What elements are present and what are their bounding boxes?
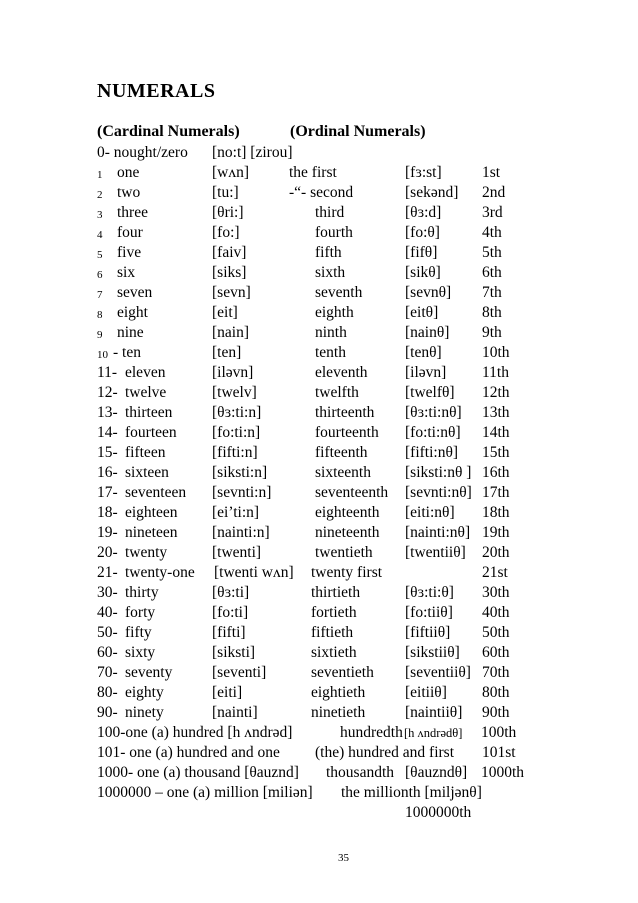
cardinal-word: sixteen xyxy=(125,464,169,481)
ordinal-header: (Ordinal Numerals) xyxy=(290,123,426,140)
ordinal-pronunciation: [eiti:nθ] xyxy=(405,504,455,521)
cardinal-word: seventy xyxy=(125,664,173,681)
ordinal-abbreviation: 40th xyxy=(482,604,510,621)
ordinal-word: fortieth xyxy=(311,604,357,621)
ordinal-abbreviation: 19th xyxy=(482,524,510,541)
ordinal-abbreviation: 4th xyxy=(482,224,502,241)
ordinal-pronunciation: [sevnti:nθ] xyxy=(405,484,472,501)
numeral-row xyxy=(0,343,638,363)
numeral-row xyxy=(0,383,638,403)
ordinal-pronunciation: [fo:θ] xyxy=(405,224,440,241)
numeral-row xyxy=(0,703,638,723)
cardinal-pronunciation: [siksti:n] xyxy=(212,464,268,481)
ordinal-pronunciation: [sikθ] xyxy=(405,264,441,281)
ordinal-abbreviation: 5th xyxy=(482,244,502,261)
ordinal-abbreviation: 16th xyxy=(482,464,510,481)
cardinal-number: 1000- one (a) thousand [θauznd] xyxy=(97,764,299,781)
ordinal-word: sixteenth xyxy=(315,464,371,481)
cardinal-pronunciation: [nainti] xyxy=(212,704,258,721)
cardinal-pronunciation: [twenti] xyxy=(212,544,262,561)
row-number: 7 xyxy=(97,289,103,301)
cardinal-word: seventeen xyxy=(125,484,187,501)
cardinal-pronunciation: [nain] xyxy=(212,324,250,341)
ordinal-word: the first xyxy=(289,164,337,181)
cardinal-word: sixty xyxy=(125,644,156,661)
cardinal-word: three xyxy=(117,204,148,221)
cardinal-pronunciation: [fo:] xyxy=(212,224,240,241)
numeral-row xyxy=(0,543,638,563)
row-number: 19- xyxy=(97,524,118,541)
ordinal-abbreviation: 100th xyxy=(481,724,517,741)
ordinal-pronunciation: [siksti:nθ ] xyxy=(405,464,472,481)
ordinal-abbreviation: 6th xyxy=(482,264,502,281)
row-number: 18- xyxy=(97,504,118,521)
cardinal-pronunciation: [fifti] xyxy=(212,624,246,641)
ordinal-pronunciation: [naintiiθ] xyxy=(405,704,463,721)
numeral-row xyxy=(0,603,638,623)
numeral-row xyxy=(0,523,638,543)
cardinal-pronunciation: [no:t] [zirou] xyxy=(212,144,293,161)
cardinal-word: nine xyxy=(117,324,144,341)
ordinal-word: fourth xyxy=(315,224,353,241)
ordinal-abbreviation: 12th xyxy=(482,384,510,401)
numeral-row xyxy=(0,403,638,423)
cardinal-pronunciation: [sevn] xyxy=(212,284,251,301)
numeral-row xyxy=(0,503,638,523)
ordinal-abbreviation: 60th xyxy=(482,644,510,661)
ordinal-word: sixtieth xyxy=(311,644,357,661)
numeral-row xyxy=(0,663,638,683)
ordinal-word: thousandth xyxy=(326,764,395,781)
cardinal-word: nineteen xyxy=(125,524,178,541)
cardinal-word: fourteen xyxy=(125,424,177,441)
row-number: 30- xyxy=(97,584,118,601)
numeral-row xyxy=(0,303,638,323)
cardinal-pronunciation: [faiv] xyxy=(212,244,247,261)
cardinal-number: 101- one (a) hundred and one xyxy=(97,744,280,761)
row-number: 11- xyxy=(97,364,118,381)
ordinal-word: the millionth [miljənθ] xyxy=(341,784,482,801)
numeral-row xyxy=(0,183,638,203)
ordinal-word: seventieth xyxy=(311,664,374,681)
ordinal-abbreviation: 15th xyxy=(482,444,510,461)
row-number: 14- xyxy=(97,424,118,441)
numeral-row xyxy=(0,203,638,223)
ordinal-abbreviation: 11th xyxy=(482,364,509,381)
ordinal-pronunciation: [h ʌndrədθ] xyxy=(404,726,463,740)
cardinal-pronunciation: [ten] xyxy=(212,344,242,361)
cardinal-word: twelve xyxy=(125,384,167,401)
ordinal-word: twentieth xyxy=(315,544,373,561)
ordinal-pronunciation: [fifθ] xyxy=(405,244,438,261)
numeral-row xyxy=(0,483,638,503)
cardinal-word: eighty xyxy=(125,684,164,701)
numeral-row xyxy=(0,683,638,703)
ordinal-abbreviation: 8th xyxy=(482,304,502,321)
row-number: 3 xyxy=(97,209,103,221)
ordinal-abbreviation: 1000th xyxy=(481,764,525,781)
numeral-row xyxy=(0,423,638,443)
ordinal-pronunciation: [fo:tiiθ] xyxy=(405,604,453,621)
numeral-row xyxy=(0,283,638,303)
cardinal-pronunciation: [siks] xyxy=(212,264,247,281)
cardinal-pronunciation: [eiti] xyxy=(212,684,243,701)
row-number: 50- xyxy=(97,624,118,641)
cardinal-pronunciation: [sevnti:n] xyxy=(212,484,272,501)
ordinal-abbreviation: 7th xyxy=(482,284,502,301)
cardinal-word: thirty xyxy=(125,584,159,601)
numeral-row xyxy=(0,243,638,263)
row-hundred xyxy=(0,723,638,743)
row-number: 40- xyxy=(97,604,118,621)
cardinal-word: one xyxy=(117,164,140,181)
ordinal-word: eleventh xyxy=(315,364,368,381)
ordinal-abbreviation: 14th xyxy=(482,424,510,441)
ordinal-abbreviation: 101st xyxy=(482,744,516,761)
cardinal-word: five xyxy=(117,244,142,261)
ordinal-word: fiftieth xyxy=(311,624,354,641)
cardinal-pronunciation: [seventi] xyxy=(212,664,267,681)
row-number: 10 xyxy=(97,349,108,361)
ordinal-abbreviation: 70th xyxy=(482,664,510,681)
numeral-row xyxy=(0,583,638,603)
ordinal-word: thirteenth xyxy=(315,404,375,421)
cardinal-pronunciation: [iləvn] xyxy=(212,364,254,381)
ordinal-abbreviation: 2nd xyxy=(482,184,506,201)
ordinal-word: -“- second xyxy=(289,184,354,201)
row-number: 1 xyxy=(97,169,103,181)
ordinal-abbreviation: 9th xyxy=(482,324,502,341)
ordinal-word: (the) hundred and first xyxy=(315,744,455,761)
ordinal-pronunciation: [fɜ:st] xyxy=(405,164,442,181)
ordinal-pronunciation: [sekənd] xyxy=(405,184,459,201)
cardinal-word: ninety xyxy=(125,704,164,721)
row-number: 21- xyxy=(97,564,118,581)
ordinal-abbreviation: 30th xyxy=(482,584,510,601)
ordinal-abbreviation: 13th xyxy=(482,404,510,421)
ordinal-abbreviation: 50th xyxy=(482,624,510,641)
ordinal-pronunciation: [twentiiθ] xyxy=(405,544,466,561)
cardinal-word: thirteen xyxy=(125,404,173,421)
ordinal-word: twenty first xyxy=(311,564,383,581)
cardinal-word: fifty xyxy=(125,624,152,641)
row-number: 20- xyxy=(97,544,118,561)
ordinal-word: twelfth xyxy=(315,384,359,401)
ordinal-pronunciation: [nainθ] xyxy=(405,324,450,341)
cardinal-pronunciation: [θri:] xyxy=(212,204,244,221)
cardinal-number: 100-one (a) hundred [h ʌndrəd] xyxy=(97,724,293,741)
row-number: 60- xyxy=(97,644,118,661)
row-number: 80- xyxy=(97,684,118,701)
cardinal-pronunciation: [tu:] xyxy=(212,184,239,201)
cardinal-pronunciation: [nainti:n] xyxy=(212,524,270,541)
ordinal-pronunciation: [tenθ] xyxy=(405,344,442,361)
row-number: 6 xyxy=(97,269,103,281)
ordinal-pronunciation: [fo:ti:nθ] xyxy=(405,424,461,441)
ordinal-word: fourteenth xyxy=(315,424,379,441)
ordinal-abbreviation: 17th xyxy=(482,484,510,501)
row-number: 15- xyxy=(97,444,118,461)
row-number: 8 xyxy=(97,309,103,321)
cardinal-pronunciation: [siksti] xyxy=(212,644,256,661)
row-number: 4 xyxy=(97,229,103,241)
cardinal-pronunciation: [θɜ:ti] xyxy=(212,584,250,601)
cardinal-pronunciation: [fo:ti:n] xyxy=(212,424,261,441)
row-number: 9 xyxy=(97,329,103,341)
row-number: 16- xyxy=(97,464,118,481)
cardinal-pronunciation: [ei’ti:n] xyxy=(212,504,260,521)
ordinal-pronunciation: [nainti:nθ] xyxy=(405,524,471,541)
cardinal-number: 0- nought/zero xyxy=(97,144,188,161)
ordinal-word: nineteenth xyxy=(315,524,380,541)
ordinal-abbreviation: 18th xyxy=(482,504,510,521)
page-title: NUMERALS xyxy=(97,80,216,102)
row-number: 17- xyxy=(97,484,118,501)
cardinal-pronunciation: [twelv] xyxy=(212,384,257,401)
cardinal-pronunciation: [wʌn] xyxy=(212,164,250,181)
ordinal-word: seventh xyxy=(315,284,363,301)
ordinal-word: hundredth xyxy=(340,724,403,741)
cardinal-pronunciation: [fifti:n] xyxy=(212,444,258,461)
ordinal-pronunciation: [twelfθ] xyxy=(405,384,455,401)
ordinal-pronunciation: [eitiiθ] xyxy=(405,684,447,701)
row-number: 12- xyxy=(97,384,118,401)
row-hundred-one xyxy=(0,743,638,763)
ordinal-abbreviation: 21st xyxy=(482,564,508,581)
cardinal-word: two xyxy=(117,184,141,201)
page-number: 35 xyxy=(338,852,349,864)
cardinal-header: (Cardinal Numerals) xyxy=(97,123,240,140)
ordinal-pronunciation: [eitθ] xyxy=(405,304,439,321)
ordinal-word: tenth xyxy=(315,344,346,361)
ordinal-pronunciation: [θauzndθ] xyxy=(405,764,468,781)
row-number: 70- xyxy=(97,664,118,681)
numeral-row xyxy=(0,463,638,483)
cardinal-word: twenty xyxy=(125,544,168,561)
ordinal-word: sixth xyxy=(315,264,346,281)
ordinal-word: thirtieth xyxy=(311,584,361,601)
cardinal-word: fifteen xyxy=(125,444,166,461)
numeral-row xyxy=(0,643,638,663)
row-number: 13- xyxy=(97,404,118,421)
cardinal-pronunciation: [twenti wʌn] xyxy=(214,564,294,581)
cardinal-word: eighteen xyxy=(125,504,178,521)
cardinal-word: eleven xyxy=(125,364,166,381)
cardinal-pronunciation: [eit] xyxy=(212,304,238,321)
numeral-row xyxy=(0,443,638,463)
numeral-row xyxy=(0,163,638,183)
cardinal-number: 1000000 – one (a) million [miliən] xyxy=(97,784,313,801)
ordinal-abbreviation: 1000000th xyxy=(405,804,472,821)
ordinal-pronunciation: [θɜ:ti:θ] xyxy=(405,584,454,601)
ordinal-pronunciation: [seventiiθ] xyxy=(405,664,471,681)
ordinal-pronunciation: [sikstiiθ] xyxy=(405,644,460,661)
numeral-row xyxy=(0,363,638,383)
ordinal-word: eighth xyxy=(315,304,354,321)
ordinal-word: seventeenth xyxy=(315,484,389,501)
cardinal-word: twenty-one xyxy=(125,564,195,581)
numeral-row xyxy=(0,263,638,283)
numeral-row xyxy=(0,563,638,583)
numeral-row xyxy=(0,623,638,643)
cardinal-word: six xyxy=(117,264,136,281)
ordinal-word: eighteenth xyxy=(315,504,380,521)
ordinal-pronunciation: [fifti:nθ] xyxy=(405,444,459,461)
ordinal-word: fifteenth xyxy=(315,444,368,461)
ordinal-abbreviation: 90th xyxy=(482,704,510,721)
ordinal-word: eightieth xyxy=(311,684,366,701)
cardinal-word: four xyxy=(117,224,143,241)
row-million xyxy=(0,783,638,803)
row-zero xyxy=(0,143,638,163)
row-number: 2 xyxy=(97,189,103,201)
row-million-abbr xyxy=(0,803,638,823)
row-thousand xyxy=(0,763,638,783)
ordinal-word: ninth xyxy=(315,324,347,341)
cardinal-pronunciation: [θɜ:ti:n] xyxy=(212,404,262,421)
ordinal-abbreviation: 10th xyxy=(482,344,510,361)
numeral-row xyxy=(0,323,638,343)
row-number: 90- xyxy=(97,704,118,721)
ordinal-word: third xyxy=(315,204,345,221)
ordinal-pronunciation: [iləvn] xyxy=(405,364,447,381)
ordinal-abbreviation: 20th xyxy=(482,544,510,561)
ordinal-pronunciation: [θɜ:d] xyxy=(405,204,442,221)
row-number: 5 xyxy=(97,249,103,261)
cardinal-word: - ten xyxy=(113,344,141,361)
ordinal-abbreviation: 1st xyxy=(482,164,501,181)
cardinal-word: seven xyxy=(117,284,153,301)
cardinal-word: forty xyxy=(125,604,156,621)
cardinal-word: eight xyxy=(117,304,148,321)
ordinal-abbreviation: 3rd xyxy=(482,204,503,221)
ordinal-pronunciation: [θɜ:ti:nθ] xyxy=(405,404,462,421)
cardinal-pronunciation: [fo:ti] xyxy=(212,604,249,621)
ordinal-word: fifth xyxy=(315,244,342,261)
ordinal-word: ninetieth xyxy=(311,704,366,721)
ordinal-pronunciation: [fiftiiθ] xyxy=(405,624,451,641)
ordinal-abbreviation: 80th xyxy=(482,684,510,701)
numeral-row xyxy=(0,223,638,243)
ordinal-pronunciation: [sevnθ] xyxy=(405,284,452,301)
